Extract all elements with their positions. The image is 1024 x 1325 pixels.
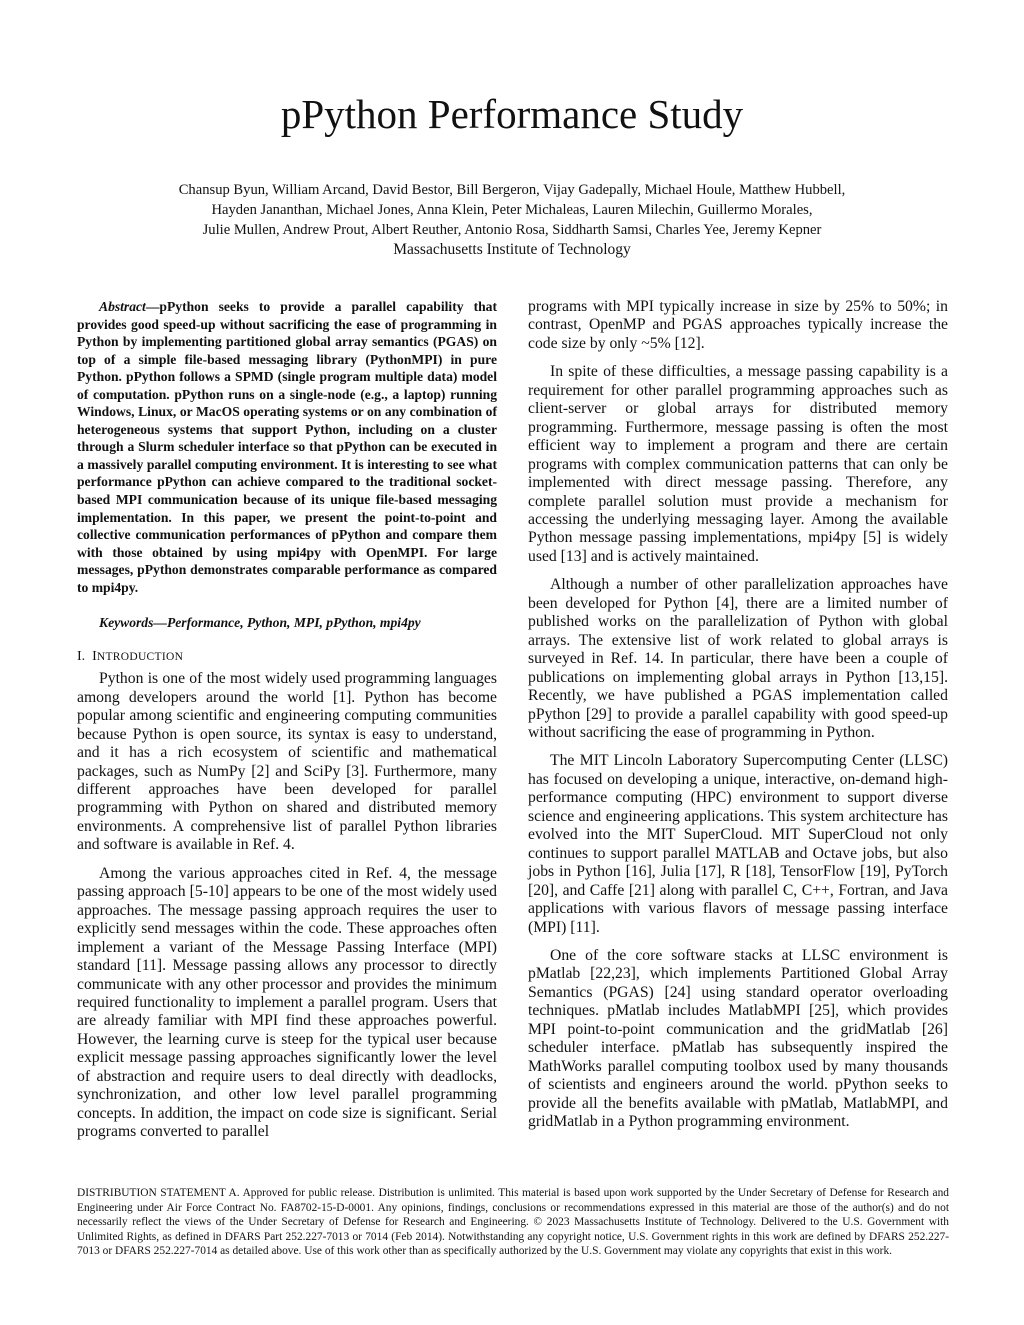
left-column [77,298,497,1152]
section-initial: I [92,649,97,665]
paper-title: pPython Performance Study [280,91,744,137]
affiliation: Massachusetts Institute of Technology [393,241,631,258]
intro-paragraph: In spite of these difficulties, a message passing capability is a requirement for other parallel programming approaches such as client-server or global arrays for distributed memory programming. Furthermore, message passing is often the most efficient way to implement a program and there are certain programs with complex communication patterns that can only be implemented with direct message passing. Therefore, any complete parallel solution must provide a mechanism for accessing the underlying messaging layer. Among the available Python message passing implementations, mpi4py [5] is widely used [13] and is actively maintained. [528,363,948,565]
author-line: Chansup Byun, William Arcand, David Bestor, Bill Bergeron, Vijay Gadepally, Michael Houle, Matthew Hubbell, [178,182,846,198]
author-list [90,180,934,240]
section-heading-introduction [77,648,497,666]
author-line: Julie Mullen, Andrew Prout, Albert Reuther, Antonio Rosa, Siddharth Samsi, Charles Yee, Jeremy Kepner [202,222,822,238]
intro-paragraph: Among the various approaches cited in Ref. 4, the message passing approach [5-10] appears to be one of the most widely used approaches. The message passing approach requires the user to explicitly send messages within the code. These approaches often implement a variant of the Message Passing Interface (MPI) standard [11]. Message passing allows any processor to directly communicate with any other processor and provides the minimum required functionality to implement a parallel program. Users that are already familiar with MPI find these approaches powerful. However, the learning curve is steep for the typical user because explicit message passing approaches significantly lower the level of abstraction and require users to deal directly with deadlocks, synchronization, and other low level parallel programming concepts. In addition, the impact on code size is significant. Serial programs converted to parallel [77,864,497,1141]
intro-paragraph: Python is one of the most widely used programming languages among developers around the world [1]. Python has become popular among scientific and engineering computing communities because Python is open source, its syntax is easy to understand, and it has a rich ecosystem of scientific and mathematical packages, such as NumPy [2] and SciPy [3]. Furthermore, many different approaches have been developed for parallel programming with Python on shared and distributed memory environments. A comprehensive list of parallel Python libraries and software is available in Ref. 4. [77,670,497,854]
section-number: I. [77,649,86,665]
intro-paragraph: One of the core software stacks at LLSC environment is pMatlab [22,23], which implements Partitioned Global Array Semantics (PGAS) [24] using standard operator overloading techniques. pMatlab includes MatlabMPI [25], which provides MPI point-to-point communication and the gridMatlab [26] scheduler interface. pMatlab has subsequently inspired the MathWorks parallel computing toolbox used by many thousands of scientists and engineers around the world. pPython seeks to provide all the benefits available with pMatlab, MatlabMPI, and gridMatlab in a Python programming environment. [528,946,948,1131]
section-title-rest: NTRODUCTION [96,651,184,664]
distribution-statement: DISTRIBUTION STATEMENT A. Approved for public release. Distribution is unlimited. This material is based upon work supported by the Under Secretary of Defense for Research and Engineering under Air Force Contract No. FA8702-15-D-0001. Any opinions, findings, conclusions or recommendations expressed in this material are those of the author(s) and do not necessarily reflect the views of the Under Secretary of Defense for Research and Engineering. © 2023 Massachusetts Institute of Technology. Delivered to the U.S. Government with Unlimited Rights, as defined in DFARS Part 252.227-7013 or 7014 (Feb 2014). Notwithstanding any copyright notice, U.S. Government rights in this work are defined by DFARS 252.227-7013 or DFARS 252.227-7014 as detailed above. Use of this work other than as specifically authorized by the U.S. Government may violate any copyrights that exist in this work. [77,1187,949,1257]
intro-paragraph: The MIT Lincoln Laboratory Supercomputing Center (LLSC) has focused on developing a unique, interactive, on-demand high-performance computing (HPC) environment to support diverse science and engineering applications. This system architecture has evolved into the MIT SuperCloud. MIT SuperCloud not only continues to support parallel MATLAB and Octave jobs, but also jobs in Python [16], Julia [17], R [18], TensorFlow [19], PyTorch [20], and Caffe [21] along with parallel C, C++, Fortran, and Java applications with various flavors of message passing interface (MPI) [11]. [528,752,948,936]
right-column [528,298,948,1141]
intro-paragraph-continued: programs with MPI typically increase in size by 25% to 50%; in contrast, OpenMP and PGAS approaches typically increase the code size by only ~5% [12]. [528,298,948,352]
abstract-text: pPython seeks to provide a parallel capability that provides good speed-up without sacrificing the ease of programming in Python by implementing partitioned global array semantics (PGAS) on top of a simple file-based messaging library (PythonMPI) in pure Python. pPython follows a SPMD (single program multiple data) model of computation. pPython runs on a single-node (e.g., a laptop) running Windows, Linux, or MacOS operating systems or on any combination of heterogeneous systems that support Python, including on a cluster through a Slurm scheduler interface so that pPython can be executed in a massively parallel computing environment. It is interesting to see what performance pPython can achieve compared to the traditional socket-based MPI communication because of its unique file-based messaging implementation. In this paper, we present the point-to-point and collective communication performances of pPython and compare them with those obtained by using mpi4py with OpenMPI. For large messages, pPython demonstrates comparable performance as compared to mpi4py. [77,299,497,595]
abstract-dash: — [145,299,160,314]
abstract-label: Abstract [99,299,146,314]
abstract [77,298,497,596]
intro-paragraph: Although a number of other parallelization approaches have been developed for Python [4], there are a limited number of published works on the parallelization of Python with global arrays. The extensive list of work related to global arrays is surveyed in Ref. 14. In particular, there have been a couple of publications on implementing global arrays in Python [13,15]. Recently, we have published a PGAS implementation called pPython [29] to provide a parallel capability with good speed-up without sacrificing the ease of programming in Python. [528,576,948,741]
author-line: Hayden Jananthan, Michael Jones, Anna Klein, Peter Michaleas, Lauren Milechin, Guillermo Morales, [211,202,813,218]
keywords: Keywords—Performance, Python, MPI, pPython, mpi4py [99,615,421,631]
